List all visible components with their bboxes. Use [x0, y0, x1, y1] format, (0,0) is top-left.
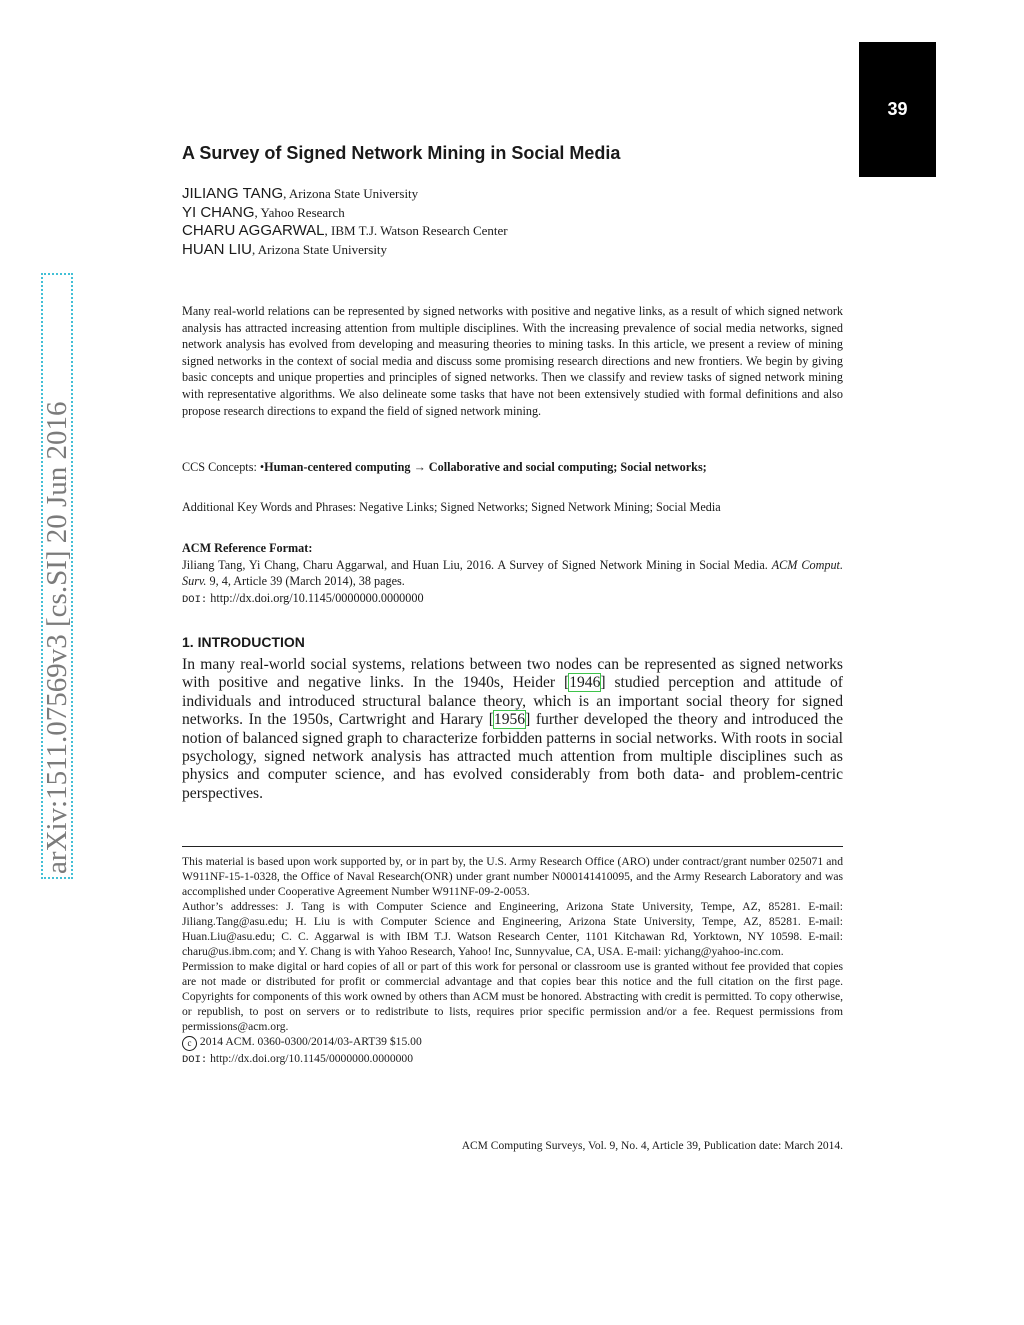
intro-text: studied perception and attitude of individuals and introduced structural balance theory, which is an important social theory for signed networks. In the 1950s, Cartwright and Harary [182, 674, 843, 729]
copyright-line [182, 1034, 843, 1051]
ccs-subconcept: Collaborative and social computing; Social networks; [428, 460, 707, 474]
author-affiliation: , Yahoo Research [254, 204, 345, 220]
ccs-concepts [182, 459, 843, 476]
doi-link[interactable]: http://dx.doi.org/10.1145/0000000.0000000 [207, 1052, 414, 1065]
citation-link-heider[interactable]: 1946 [569, 674, 601, 692]
author-name: CHARU AGGARWAL [182, 222, 325, 239]
paper-title: A Survey of Signed Network Mining in Social Media [182, 143, 621, 163]
copyright-icon: c [182, 1036, 197, 1051]
permission-note: Permission to make digital or hard copies of all or part of this work for personal or classroom use is granted without fee provided that copies are not made or distributed for profit or commercial advantage and that copies bear this notice and the full citation on the first page. Copyrights for components of this work owned by others than ACM must be honored. Abstracting with credit is permitted. To copy otherwise, or republish, to post on servers or to redistribute to lists, requires prior specific permission and/or a fee. Request permissions from permissions@acm.org. [182, 960, 844, 1033]
copyright-text: 2014 ACM. 0360-0300/2014/03-ART39 $15.00 [197, 1035, 422, 1048]
author-line [182, 204, 508, 223]
author-affiliation: , Arizona State University [252, 241, 388, 257]
author-list [182, 185, 508, 259]
intro-text: further developed the theory and introduced the notion of balanced signed graph to characterize forbidden patterns in social networks. With roots in social psychology, signed network analysis has attracted much attention from multiple disciplines such as physics and computer science, and has evolved considerably from both data- and problem-centric perspectives. [182, 711, 843, 802]
author-addresses: Author’s addresses: J. Tang is with Computer Science and Engineering, Arizona State University, Tempe, AZ, 85281. E-mail: Jiliang.Tang@asu.edu; H. Liu is with Computer Science and Engineering, Arizona State University, Tempe, AZ, 85281. E-mail: Huan.Liu@asu.edu; C. C. Aggarwal is with IBM T.J. Watson Research Center, 1101 Kitchawan Rd, Yorktown, NY 10598. E-mail: charu@us.ibm.com; and Y. Chang is with Yahoo Research, Yahoo! Inc, Sunnyvalue, CA, USA. E-mail: yichang@yahoo-inc.com. [182, 900, 843, 958]
author-affiliation: , Arizona State University [283, 186, 419, 201]
ccs-concept: Human-centered computing [264, 460, 411, 474]
doi-label: DOI: [182, 593, 208, 606]
intro-paragraph: In many real-world social systems, relations between two nodes can be represented as signed networks with positive and negative links. In the 1940s, Heider [1946] studied perception and attitude of individuals and introduced structural balance theory, which is an important social theory for signed networks. In the 1950s, Cartwright and Harary [1956] further developed the theory and introduced the notion of balanced signed graph to characterize forbidden patterns in social networks. With roots in social psychology, signed network analysis has attracted much attention from multiple disciplines such as physics and computer science, and has evolved considerably from both data- and problem-centric perspectives. [182, 656, 843, 802]
page-number-tab [859, 42, 936, 177]
page-number: 39 [887, 99, 908, 119]
intro-text: In many real-world social systems, relations between two nodes can be represented as signed networks with positive and negative links. In the 1940s, Heider [182, 656, 843, 692]
acm-reference [182, 540, 843, 608]
author-name: JILIANG TANG [182, 185, 284, 202]
acm-reference-heading: ACM Reference Format: [182, 541, 313, 555]
author-affiliation: , IBM T.J. Watson Research Center [324, 223, 508, 238]
arxiv-stamp[interactable]: arXiv:1511.07569v3 [cs.SI] 20 Jun 2016 [42, 274, 72, 878]
author-name: HUAN LIU [182, 240, 253, 258]
citation-link-cartwright[interactable]: 1956 [493, 711, 526, 729]
acm-reference-doi [182, 590, 843, 609]
footnote-doi [182, 1051, 843, 1068]
author-line [182, 222, 508, 241]
ccs-arrow: → [410, 460, 429, 474]
abstract: Many real-world relations can be represented by signed networks with positive and negative links, as a result of which signed network analysis has attracted increasing attention from multiple disciplines. With the increasing prevalence of social media networks, signed network analysis has evolved from developing and measuring theories to mining tasks. In this article, we present a review of mining signed networks in the context of social media and discuss some promising research directions and new frontiers. We begin by giving basic concepts and unique properties and principles of signed networks. Then we classify and review tasks of signed network mining with representative algorithms. We also delineate some tasks that have not been extensively studied with formal definitions and also propose research directions to expand the field of signed network mining. [182, 304, 843, 418]
ccs-label: CCS Concepts: [182, 460, 260, 474]
citation-text: Jiliang Tang, Yi Chang, Charu Aggarwal, and Huan Liu, 2016. A Survey of Signed Network Mining in Social Media. [182, 557, 772, 572]
author-name: YI CHANG [182, 203, 255, 221]
doi-link[interactable]: http://dx.doi.org/10.1145/0000000.0000000 [207, 590, 424, 605]
citation-details: 9, 4, Article 39 (March 2014), 38 pages. [206, 574, 405, 589]
footnote-divider [182, 846, 843, 847]
footnotes [182, 854, 843, 1068]
author-line [182, 241, 508, 260]
journal-footer: ACM Computing Surveys, Vol. 9, No. 4, Article 39, Publication date: March 2014. [461, 1140, 843, 1152]
journal-name: ACM Comput. Surv. [182, 557, 843, 589]
doi-label: DOI: [182, 1054, 208, 1066]
acm-reference-citation [182, 557, 843, 590]
section-heading: 1. INTRODUCTION [182, 634, 305, 650]
funding-note: This material is based upon work supported by, or in part by, the U.S. Army Research Office (ARO) under contract/grant number 025071 and W911NF-15-1-0328, the Office of Naval Research(ONR) under grant number N000141410095, and the Army Research Laboratory and was accomplished under Cooperative Agreement Number W911NF-09-2-0053. [182, 855, 843, 898]
ccs-bullet: • [259, 460, 265, 474]
author-line [182, 185, 508, 204]
keywords: Additional Key Words and Phrases: Negative Links; Signed Networks; Signed Network Mining; Social Media [182, 500, 721, 514]
